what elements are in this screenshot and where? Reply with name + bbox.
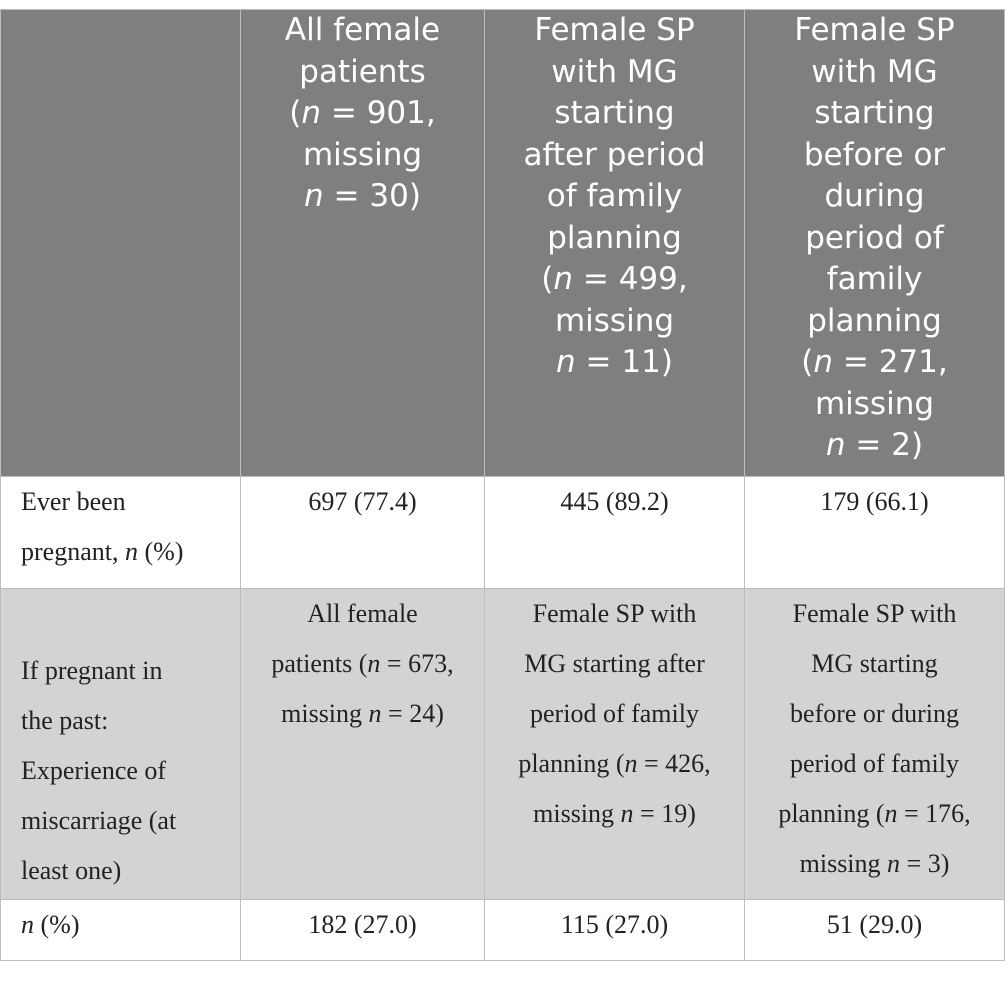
cell-text: = 673, bbox=[380, 649, 454, 678]
cell-text: All female bbox=[307, 599, 418, 628]
label-text: (%) bbox=[34, 910, 80, 939]
header-n-symbol: n bbox=[301, 95, 322, 131]
header-text: family bbox=[826, 261, 923, 297]
label-text: pregnant, bbox=[21, 537, 125, 566]
table-row-miscarriage-count bbox=[1, 900, 1005, 961]
header-text: = 901, bbox=[321, 95, 436, 131]
header-n-symbol: n bbox=[825, 427, 846, 463]
header-text: of family bbox=[546, 178, 683, 214]
cell-text: = 176, bbox=[897, 799, 971, 828]
label-text: miscarriage (at bbox=[21, 806, 177, 835]
cell-miscarriage-before: 51 (29.0) bbox=[745, 900, 1005, 961]
pregnancy-table bbox=[0, 9, 1005, 961]
header-text: after period bbox=[523, 136, 706, 173]
cell-text: MG starting bbox=[811, 649, 938, 678]
cell-text: period of family bbox=[530, 699, 699, 728]
header-text: period of bbox=[805, 219, 944, 256]
header-text: Female SP bbox=[534, 12, 695, 48]
row-label-ever-pregnant bbox=[1, 477, 241, 589]
label-text: (%) bbox=[137, 537, 184, 566]
cell-text: missing bbox=[281, 699, 369, 728]
header-text: missing bbox=[814, 385, 935, 422]
cell-text: = 3) bbox=[900, 849, 950, 878]
n-symbol: n bbox=[368, 699, 382, 728]
header-text: ( bbox=[541, 261, 554, 297]
n-symbol: n bbox=[887, 849, 901, 878]
header-text: missing bbox=[554, 302, 675, 339]
header-before-during-family-planning bbox=[745, 10, 1005, 477]
cell-miscarriage-all: 182 (27.0) bbox=[241, 900, 485, 961]
label-text: If pregnant in bbox=[21, 656, 163, 685]
cell-ever-all: 697 (77.4) bbox=[241, 477, 485, 589]
cell-text: missing bbox=[799, 849, 888, 878]
row-label-miscarriage bbox=[1, 589, 241, 900]
header-text: during bbox=[824, 178, 925, 214]
n-symbol: n bbox=[21, 910, 34, 939]
subgroup-before-planning bbox=[745, 589, 1005, 900]
cell-text: MG starting after bbox=[524, 649, 705, 678]
header-text: = 11) bbox=[575, 344, 673, 380]
header-text: planning bbox=[807, 302, 942, 339]
cell-text: Female SP with bbox=[792, 599, 957, 628]
header-text: starting bbox=[814, 95, 935, 131]
cell-text: Female SP with bbox=[532, 599, 697, 628]
header-n-symbol: n bbox=[304, 178, 324, 214]
n-symbol: n bbox=[367, 649, 381, 678]
header-text: = 499, bbox=[573, 261, 688, 297]
header-text: starting bbox=[554, 95, 675, 131]
header-n-symbol: n bbox=[553, 261, 574, 297]
cell-ever-before: 179 (66.1) bbox=[745, 477, 1005, 589]
label-text: the past: bbox=[21, 706, 109, 735]
header-all-female-patients bbox=[241, 10, 485, 477]
n-symbol: n bbox=[624, 749, 638, 778]
cell-text: missing bbox=[533, 799, 621, 828]
header-text: with MG bbox=[811, 53, 938, 90]
cell-text: before or during bbox=[790, 699, 959, 728]
header-text: ( bbox=[289, 95, 302, 131]
header-n-symbol: n bbox=[556, 344, 576, 380]
n-symbol: n bbox=[884, 799, 898, 828]
header-after-family-planning bbox=[485, 10, 745, 477]
row-label-n-percent bbox=[1, 900, 241, 961]
header-text: = 30) bbox=[323, 178, 421, 214]
cell-miscarriage-after: 115 (27.0) bbox=[485, 900, 745, 961]
header-text: planning bbox=[547, 219, 682, 256]
header-text: patients bbox=[299, 53, 426, 90]
n-symbol: n bbox=[124, 537, 138, 566]
label-text: least one) bbox=[21, 856, 122, 885]
header-text: Female SP bbox=[794, 12, 955, 48]
header-row bbox=[1, 10, 1005, 477]
cell-text: planning ( bbox=[518, 749, 625, 778]
cell-text: = 19) bbox=[633, 799, 696, 828]
header-text: = 2) bbox=[845, 427, 924, 463]
header-text: before or bbox=[803, 136, 946, 173]
table-row-miscarriage-subgroup bbox=[1, 589, 1005, 900]
cell-text: patients ( bbox=[271, 649, 368, 678]
subgroup-all-female bbox=[241, 589, 485, 900]
cell-text: planning ( bbox=[778, 799, 885, 828]
header-text: missing bbox=[302, 136, 423, 173]
cell-text: = 426, bbox=[637, 749, 711, 778]
header-text: All female bbox=[284, 12, 441, 48]
header-text: = 271, bbox=[833, 344, 948, 380]
n-symbol: n bbox=[620, 799, 634, 828]
cell-ever-after: 445 (89.2) bbox=[485, 477, 745, 589]
table-row-ever-pregnant bbox=[1, 477, 1005, 589]
subgroup-after-planning bbox=[485, 589, 745, 900]
label-text: Experience of bbox=[21, 756, 167, 785]
cell-text: = 24) bbox=[381, 699, 444, 728]
header-text: with MG bbox=[551, 53, 678, 90]
label-text: Ever been bbox=[21, 487, 126, 516]
header-empty-cell bbox=[1, 10, 241, 477]
cell-text: period of family bbox=[790, 749, 959, 778]
header-n-symbol: n bbox=[813, 344, 834, 380]
header-text: ( bbox=[801, 344, 814, 380]
